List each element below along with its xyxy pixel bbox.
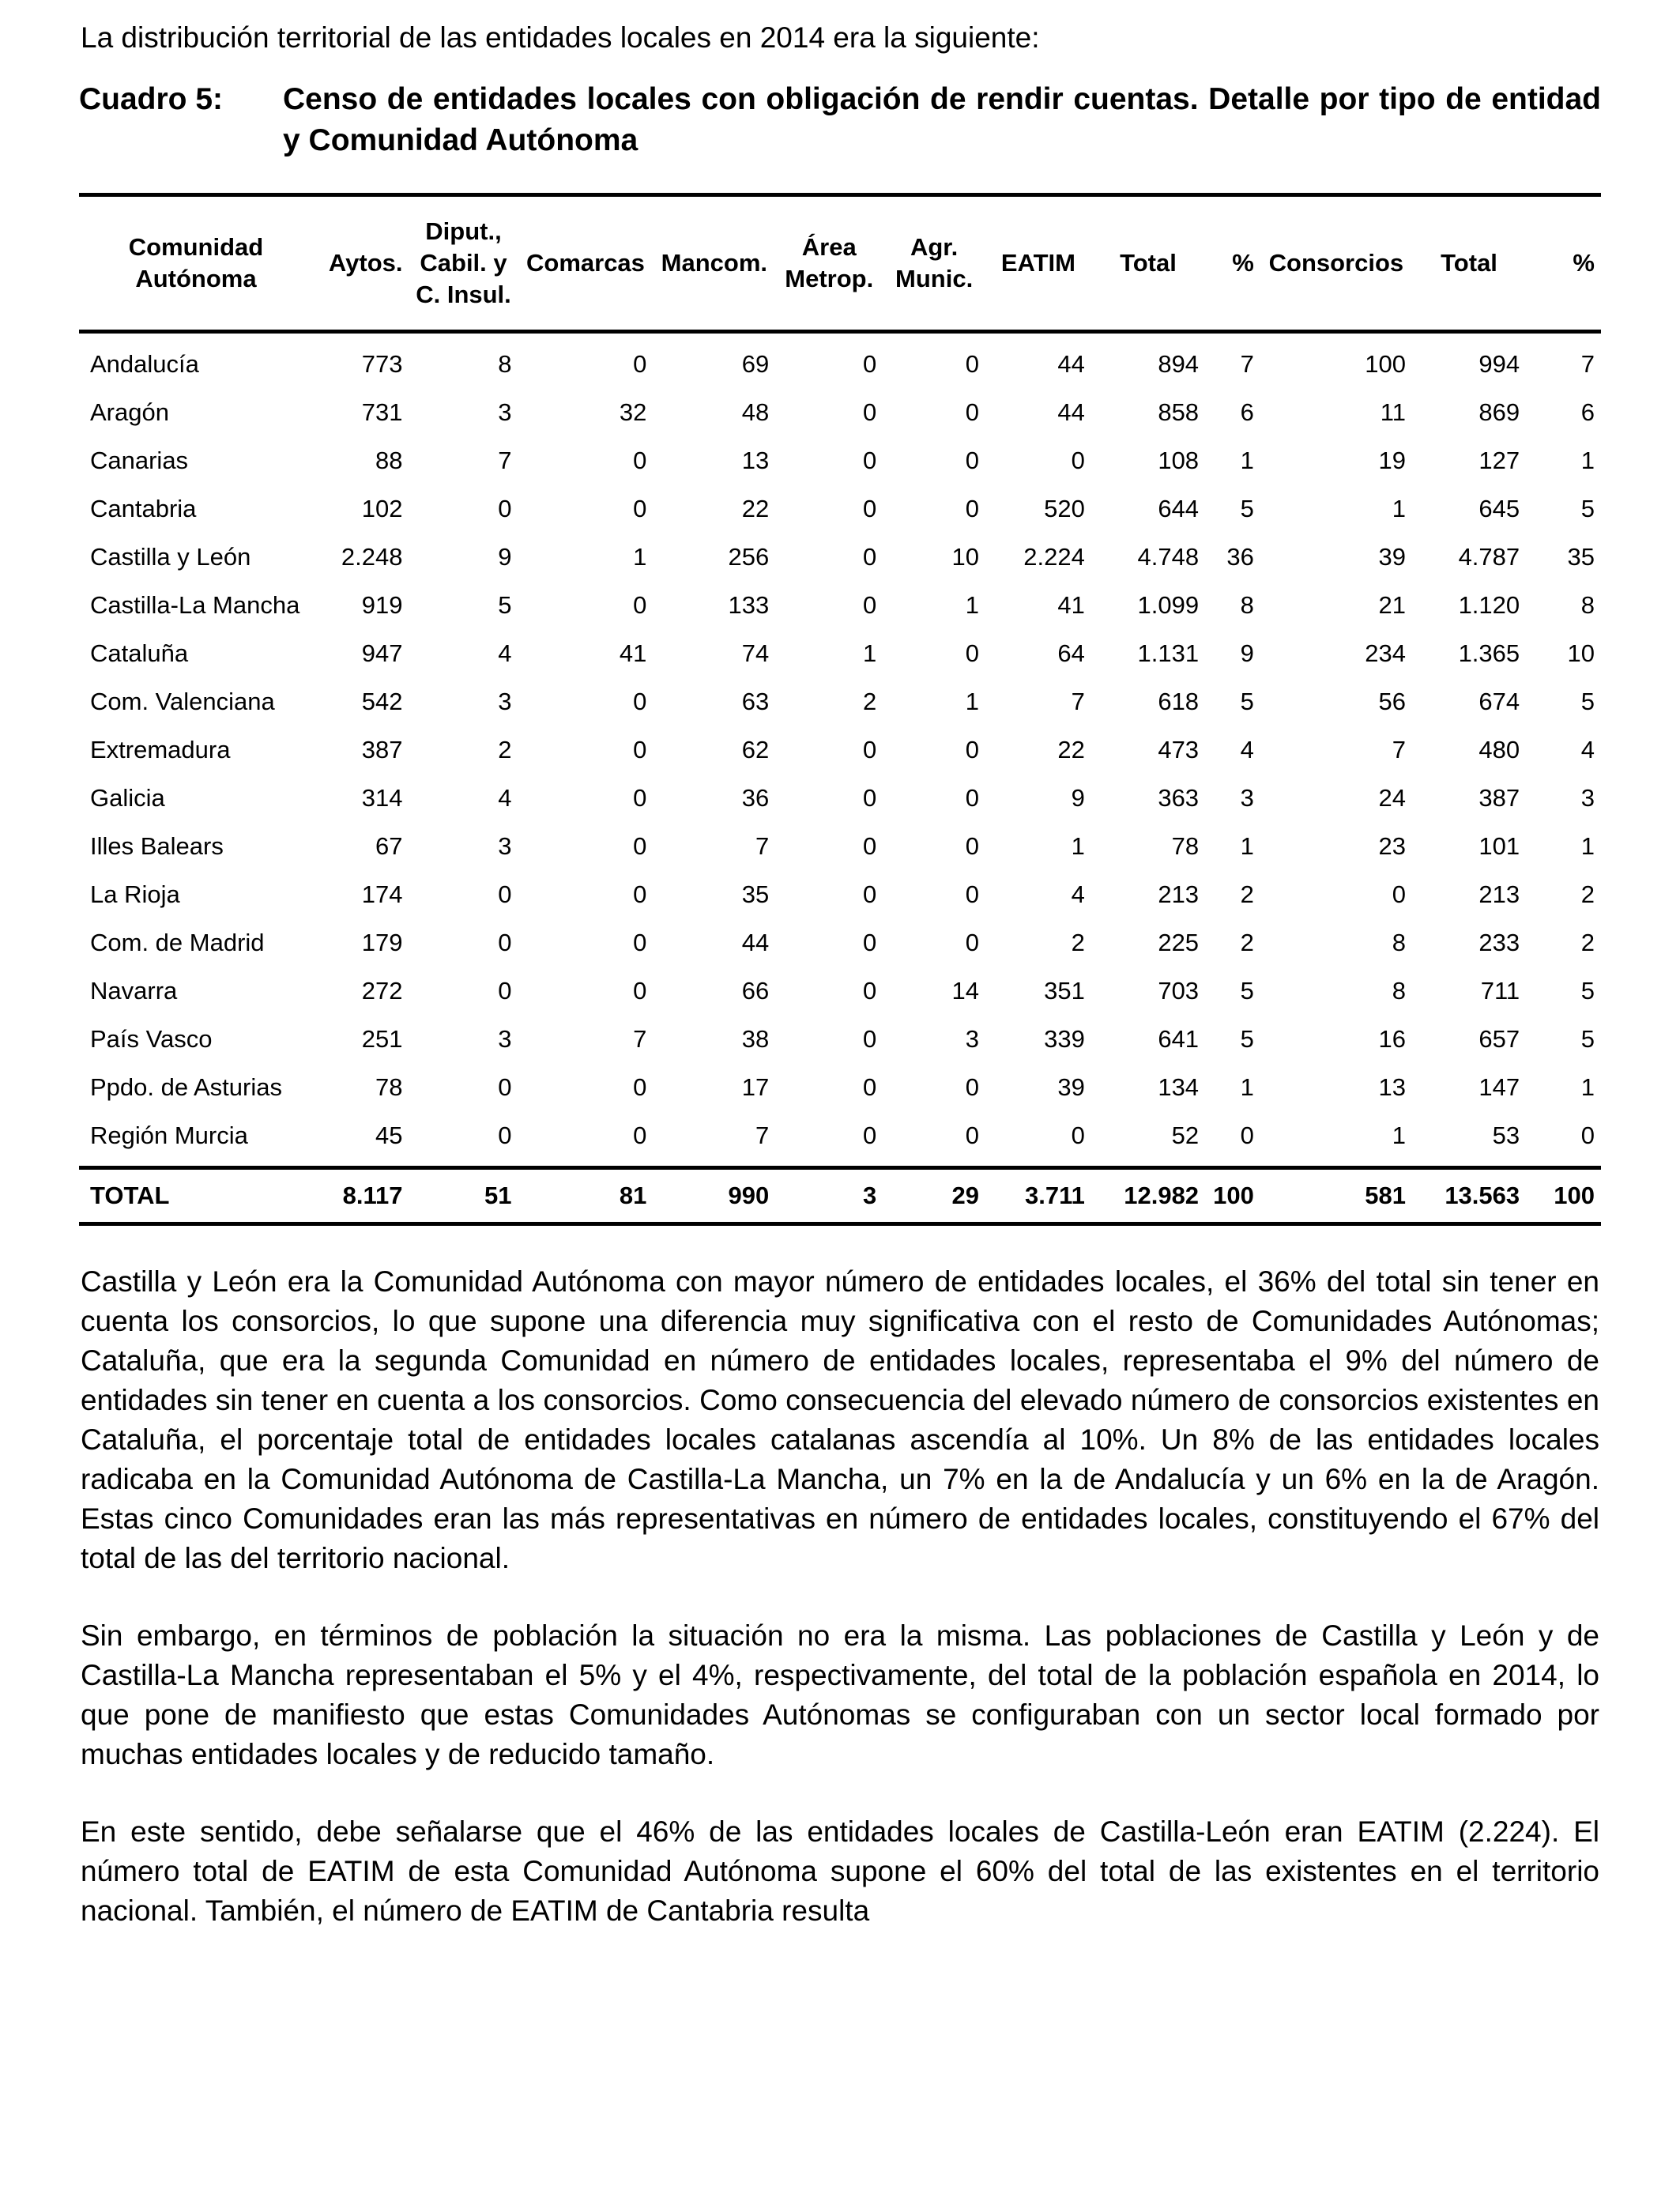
header-comunidad: Comunidad Autónoma — [128, 233, 264, 292]
header-percent-2: % — [1573, 249, 1595, 277]
table-cell: 0 — [633, 976, 647, 1005]
table-cell: 6 — [1240, 398, 1254, 426]
table-cell: 387 — [1478, 783, 1520, 812]
row-label: Cataluña — [90, 639, 189, 667]
table-cell: 0 — [862, 831, 877, 860]
table-cell: 8 — [1392, 928, 1406, 956]
table-cell: 0 — [862, 928, 877, 956]
table-cell: 0 — [633, 446, 647, 474]
table-cell: 339 — [1044, 1024, 1085, 1053]
table-cell: 2 — [1240, 928, 1254, 956]
table-cell: 38 — [741, 1024, 770, 1053]
table-cell: 56 — [1378, 687, 1406, 715]
table-cell: 0 — [862, 446, 877, 474]
table-cell: 0 — [965, 1121, 979, 1149]
table-cell: 0 — [862, 880, 877, 908]
total-cell: 8.117 — [342, 1182, 403, 1209]
table-cell: 4 — [498, 639, 512, 667]
table-cell: 858 — [1158, 398, 1200, 426]
total-cell: 29 — [951, 1182, 979, 1209]
table-cell: 0 — [965, 1072, 979, 1101]
table-cell: 542 — [361, 687, 403, 715]
table-cell: 2.248 — [341, 542, 403, 571]
table-cell: 108 — [1158, 446, 1200, 474]
table-cell: 0 — [965, 349, 979, 378]
table-cell: 11 — [1380, 398, 1406, 426]
table-cell: 5 — [1240, 1024, 1254, 1053]
table-cell: 0 — [862, 783, 877, 812]
total-cell: 51 — [484, 1182, 512, 1209]
table-cell: 0 — [965, 831, 979, 860]
table-cell: 0 — [1071, 446, 1085, 474]
table-cell: 3 — [498, 1024, 512, 1053]
table-cell: 9 — [1071, 783, 1085, 812]
table-cell: 0 — [633, 687, 647, 715]
table-cell: 234 — [1365, 639, 1406, 667]
table-cell: 1 — [1240, 831, 1254, 860]
table-cell: 731 — [361, 398, 403, 426]
intro-text: La distribución territorial de las entidades locales en 2014 era la siguiente: — [81, 21, 1040, 54]
header-area-metrop: Área Metrop. — [785, 233, 874, 292]
table-cell: 233 — [1478, 928, 1520, 956]
table-row — [79, 726, 1601, 774]
row-label: Ppdo. de Asturias — [90, 1072, 282, 1101]
table-cell: 9 — [498, 542, 512, 571]
table-cell: 520 — [1044, 494, 1085, 522]
table-row — [79, 629, 1601, 677]
table-cell: 0 — [633, 1121, 647, 1149]
table-cell: 4 — [1071, 880, 1085, 908]
table-cell: 23 — [1378, 831, 1406, 860]
table-cell: 35 — [741, 880, 770, 908]
table-cell: 351 — [1044, 976, 1085, 1005]
table-cell: 5 — [1240, 687, 1254, 715]
table-cell: 0 — [965, 928, 979, 956]
table-cell: 0 — [862, 735, 877, 763]
table-cell: 67 — [375, 831, 403, 860]
table-cell: 16 — [1378, 1024, 1406, 1053]
row-label: País Vasco — [90, 1024, 213, 1053]
row-label: Cantabria — [90, 494, 197, 522]
table-cell: 0 — [633, 1072, 647, 1101]
table-row — [79, 1111, 1601, 1168]
table-cell: 0 — [862, 349, 877, 378]
table-cell: 2 — [1071, 928, 1085, 956]
caption-title: Censo de entidades locales con obligación de rendir cuentas. Detalle por tipo de entidad y Comunidad Autónoma — [283, 82, 1601, 157]
row-label: Navarra — [90, 976, 178, 1005]
table-row — [79, 774, 1601, 822]
total-label: TOTAL — [90, 1182, 170, 1209]
table-cell: 0 — [498, 494, 512, 522]
table-cell: 0 — [633, 494, 647, 522]
table-cell: 0 — [1392, 880, 1406, 908]
table-row — [79, 967, 1601, 1015]
table-cell: 174 — [361, 880, 403, 908]
table-cell: 2 — [862, 687, 877, 715]
paragraph-3: En este sentido, debe señalarse que el 46% de las entidades locales de Castilla-León eran EATIM (2.224). El número total de EATIM de esta Comunidad Autónoma supone el 60% del total de las existentes en el territorio nacional. También, el número de EATIM de Cantabria resulta — [81, 1815, 1599, 1927]
table-cell: 213 — [1478, 880, 1520, 908]
table-row — [79, 1063, 1601, 1111]
table-cell: 44 — [1057, 398, 1085, 426]
table-cell: 0 — [633, 831, 647, 860]
table-row — [79, 1015, 1601, 1063]
table-cell: 1 — [633, 542, 647, 571]
total-cell: 12.982 — [1124, 1182, 1200, 1209]
table-cell: 919 — [361, 590, 403, 619]
table-cell: 0 — [862, 1121, 877, 1149]
table-cell: 703 — [1158, 976, 1200, 1005]
table-cell: 1.099 — [1137, 590, 1200, 619]
header-aytos: Aytos. — [328, 249, 403, 277]
row-label: La Rioja — [90, 880, 180, 908]
table-cell: 7 — [1240, 349, 1254, 378]
table-cell: 7 — [755, 1121, 770, 1149]
table-cell: 0 — [498, 1121, 512, 1149]
table-cell: 0 — [1580, 1121, 1595, 1149]
header-consorcios: Consorcios — [1268, 249, 1404, 277]
table-header-row — [79, 195, 1601, 332]
total-cell: 13.563 — [1445, 1182, 1520, 1209]
table-cell: 711 — [1480, 976, 1520, 1005]
table-cell: 78 — [375, 1072, 403, 1101]
table-cell: 10 — [951, 542, 979, 571]
table-cell: 133 — [728, 590, 770, 619]
table-cell: 387 — [361, 735, 403, 763]
total-cell: 81 — [619, 1182, 647, 1209]
table-cell: 8 — [1580, 590, 1595, 619]
table-cell: 2 — [1240, 880, 1254, 908]
table-cell: 480 — [1478, 735, 1520, 763]
table-cell: 0 — [965, 783, 979, 812]
table-cell: 4 — [1580, 735, 1595, 763]
table-cell: 256 — [728, 542, 770, 571]
table-body — [79, 332, 1601, 1168]
table-cell: 1 — [1580, 446, 1595, 474]
table-cell: 0 — [965, 639, 979, 667]
table-row — [79, 388, 1601, 436]
total-cell: 581 — [1365, 1182, 1406, 1209]
table-cell: 9 — [1240, 639, 1254, 667]
table-cell: 7 — [755, 831, 770, 860]
table-cell: 1 — [1240, 1072, 1254, 1101]
table-cell: 36 — [741, 783, 770, 812]
table-cell: 0 — [862, 398, 877, 426]
table-cell: 7 — [1392, 735, 1406, 763]
table-cell: 4 — [1240, 735, 1254, 763]
table-cell: 0 — [862, 1024, 877, 1053]
table-cell: 134 — [1158, 1072, 1200, 1101]
table-cell: 5 — [1240, 976, 1254, 1005]
row-label: Illes Balears — [90, 831, 224, 860]
table-cell: 644 — [1158, 494, 1200, 522]
table-cell: 645 — [1478, 494, 1520, 522]
table-cell: 1.120 — [1458, 590, 1520, 619]
table-row — [79, 484, 1601, 533]
table-cell: 0 — [862, 542, 877, 571]
table-cell: 0 — [965, 494, 979, 522]
row-label: Galicia — [90, 783, 165, 812]
table-cell: 1 — [965, 590, 979, 619]
total-cell: 100 — [1554, 1182, 1595, 1209]
row-label: Canarias — [90, 446, 189, 474]
header-total-2: Total — [1441, 249, 1497, 277]
table-cell: 272 — [361, 976, 403, 1005]
table-cell: 8 — [498, 349, 512, 378]
table-cell: 251 — [361, 1024, 403, 1053]
table-cell: 41 — [619, 639, 647, 667]
table-cell: 52 — [1171, 1121, 1200, 1149]
table-cell: 2 — [498, 735, 512, 763]
table-cell: 0 — [965, 880, 979, 908]
table-cell: 994 — [1478, 349, 1520, 378]
table-cell: 32 — [619, 398, 647, 426]
table-row — [79, 332, 1601, 389]
table-cell: 5 — [1580, 976, 1595, 1005]
table-cell: 0 — [633, 928, 647, 956]
header-total: Total — [1120, 249, 1177, 277]
table-cell: 39 — [1057, 1072, 1085, 1101]
total-cell: 990 — [728, 1182, 770, 1209]
paragraph-2: Sin embargo, en términos de población la situación no era la misma. Las poblaciones de Castilla y León y de Castilla-La Mancha representaban el 5% y el 4%, respectivamente, del total de la población española en 2014, lo que pone de manifiesto que estas Comunidades Autónomas se configuraban con un sector local formado por muchas entidades locales y de reducido tamaño. — [81, 1619, 1599, 1770]
table-row — [79, 533, 1601, 581]
table-cell: 17 — [741, 1072, 770, 1101]
header-eatim: EATIM — [1000, 249, 1075, 277]
table-cell: 5 — [1580, 687, 1595, 715]
table-cell: 947 — [361, 639, 403, 667]
table-cell: 13 — [741, 446, 770, 474]
table-cell: 66 — [741, 976, 770, 1005]
header-mancom: Mancom. — [661, 249, 768, 277]
table-cell: 0 — [633, 349, 647, 378]
row-label: Aragón — [90, 398, 169, 426]
table-cell: 63 — [741, 687, 770, 715]
table-cell: 7 — [633, 1024, 647, 1053]
table-cell: 3 — [498, 687, 512, 715]
table-cell: 22 — [741, 494, 770, 522]
table-cell: 1 — [1071, 831, 1085, 860]
table-cell: 44 — [741, 928, 770, 956]
total-row — [79, 1168, 1601, 1224]
header-agr-munic: Agr. Munic. — [895, 233, 974, 292]
table-cell: 0 — [1240, 1121, 1254, 1149]
total-cell: 100 — [1213, 1182, 1254, 1209]
table-cell: 10 — [1567, 639, 1595, 667]
table-row — [79, 436, 1601, 484]
total-cell: 3.711 — [1025, 1182, 1085, 1209]
table-cell: 53 — [1492, 1121, 1520, 1149]
total-cell: 3 — [862, 1182, 877, 1209]
table-cell: 8 — [1392, 976, 1406, 1005]
table-cell: 88 — [375, 446, 403, 474]
row-label: Castilla y León — [90, 542, 251, 571]
table-cell: 22 — [1057, 735, 1085, 763]
table-cell: 0 — [862, 976, 877, 1005]
table-row — [79, 677, 1601, 726]
table-cell: 147 — [1478, 1072, 1520, 1101]
table-cell: 314 — [361, 783, 403, 812]
table-cell: 225 — [1158, 928, 1200, 956]
header-percent: % — [1232, 249, 1254, 277]
table-cell: 6 — [1580, 398, 1595, 426]
table-cell: 7 — [1580, 349, 1595, 378]
table-cell: 5 — [1240, 494, 1254, 522]
table-cell: 3 — [1240, 783, 1254, 812]
table-cell: 473 — [1158, 735, 1200, 763]
table-cell: 1.131 — [1137, 639, 1200, 667]
table-cell: 3 — [965, 1024, 979, 1053]
table-row — [79, 822, 1601, 870]
table-cell: 618 — [1158, 687, 1200, 715]
table-cell: 127 — [1478, 446, 1520, 474]
table-caption — [79, 79, 1601, 161]
table-cell: 19 — [1378, 446, 1406, 474]
table-cell: 78 — [1171, 831, 1200, 860]
row-label: Castilla-La Mancha — [90, 590, 300, 619]
table-cell: 21 — [1378, 590, 1406, 619]
table-cell: 0 — [1071, 1121, 1085, 1149]
row-label: Andalucía — [90, 349, 199, 378]
table-cell: 0 — [862, 590, 877, 619]
row-label: Com. Valenciana — [90, 687, 275, 715]
table-cell: 674 — [1478, 687, 1520, 715]
table-cell: 14 — [951, 976, 979, 1005]
table-cell: 1.365 — [1458, 639, 1520, 667]
table-cell: 1 — [1240, 446, 1254, 474]
table-cell: 1 — [1580, 831, 1595, 860]
table-cell: 0 — [498, 976, 512, 1005]
table-cell: 0 — [633, 783, 647, 812]
table-cell: 213 — [1158, 880, 1200, 908]
table-cell: 773 — [361, 349, 403, 378]
table-cell: 39 — [1378, 542, 1406, 571]
table-cell: 62 — [741, 735, 770, 763]
table-row — [79, 581, 1601, 629]
row-label: Extremadura — [90, 735, 231, 763]
table-cell: 0 — [498, 1072, 512, 1101]
table-cell: 7 — [498, 446, 512, 474]
table-cell: 4.748 — [1137, 542, 1200, 571]
table-cell: 36 — [1226, 542, 1254, 571]
table-cell: 0 — [633, 880, 647, 908]
table-cell: 657 — [1478, 1024, 1520, 1053]
table-cell: 0 — [965, 735, 979, 763]
table-cell: 2 — [1580, 928, 1595, 956]
header-comarcas: Comarcas — [526, 249, 645, 277]
row-label: Región Murcia — [90, 1121, 248, 1149]
table-cell: 4.787 — [1458, 542, 1520, 571]
table-cell: 100 — [1365, 349, 1406, 378]
table-cell: 24 — [1378, 783, 1406, 812]
table-cell: 101 — [1478, 831, 1520, 860]
table-cell: 13 — [1378, 1072, 1406, 1101]
table-cell: 45 — [375, 1121, 403, 1149]
census-table — [79, 193, 1601, 1226]
table-cell: 0 — [862, 1072, 877, 1101]
table-cell: 69 — [741, 349, 770, 378]
table-row — [79, 870, 1601, 918]
table-cell: 363 — [1158, 783, 1200, 812]
table-cell: 74 — [741, 639, 770, 667]
table-cell: 0 — [862, 494, 877, 522]
table-row — [79, 918, 1601, 967]
table-cell: 1 — [1392, 1121, 1406, 1149]
table-cell: 0 — [498, 928, 512, 956]
table-cell: 1 — [1392, 494, 1406, 522]
table-cell: 3 — [498, 831, 512, 860]
table-cell: 5 — [1580, 1024, 1595, 1053]
caption-number: Cuadro 5: — [79, 82, 224, 116]
table-cell: 35 — [1567, 542, 1595, 571]
table-cell: 44 — [1057, 349, 1085, 378]
table-cell: 7 — [1071, 687, 1085, 715]
table-cell: 5 — [498, 590, 512, 619]
table-cell: 1 — [862, 639, 877, 667]
table-cell: 41 — [1057, 590, 1085, 619]
table-cell: 0 — [498, 880, 512, 908]
table-cell: 5 — [1580, 494, 1595, 522]
table-cell: 1 — [1580, 1072, 1595, 1101]
table-cell: 8 — [1240, 590, 1254, 619]
paragraph-1: Castilla y León era la Comunidad Autónoma con mayor número de entidades locales, el 36% del total sin tener en cuenta los consorcios, lo que supone una diferencia muy significativa con el resto de Comunidades Autónomas; Cataluña, que era la segunda Comunidad en número de entidades locales, representaba el 9% del número de entidades sin tener en cuenta a los consorcios. Como consecuencia del elevado número de consorcios existentes en Cataluña, el porcentaje total de entidades locales catalanas ascendía al 10%. Un 8% de las entidades locales radicaba en la Comunidad Autónoma de Castilla-La Mancha, un 7% en la de Andalucía y un 6% en la de Aragón. Estas cinco Comunidades eran las más representativas en número de entidades locales, constituyendo el 67% del total de las del territorio nacional. — [81, 1265, 1599, 1574]
table-cell: 102 — [361, 494, 403, 522]
table-cell: 2 — [1580, 880, 1595, 908]
document-page — [79, 0, 1601, 1931]
table-cell: 48 — [741, 398, 770, 426]
table-cell: 3 — [498, 398, 512, 426]
table-cell: 179 — [361, 928, 403, 956]
table-cell: 0 — [633, 735, 647, 763]
table-cell: 1 — [965, 687, 979, 715]
table-cell: 0 — [633, 590, 647, 619]
table-cell: 2.224 — [1023, 542, 1085, 571]
table-cell: 641 — [1158, 1024, 1200, 1053]
header-diput: Diput., Cabil. y C. Insul. — [416, 217, 511, 308]
table-cell: 0 — [965, 398, 979, 426]
table-cell: 4 — [498, 783, 512, 812]
row-label: Com. de Madrid — [90, 928, 265, 956]
table-cell: 869 — [1478, 398, 1520, 426]
table-cell: 894 — [1158, 349, 1200, 378]
table-cell: 0 — [965, 446, 979, 474]
table-cell: 64 — [1057, 639, 1085, 667]
table-cell: 3 — [1580, 783, 1595, 812]
